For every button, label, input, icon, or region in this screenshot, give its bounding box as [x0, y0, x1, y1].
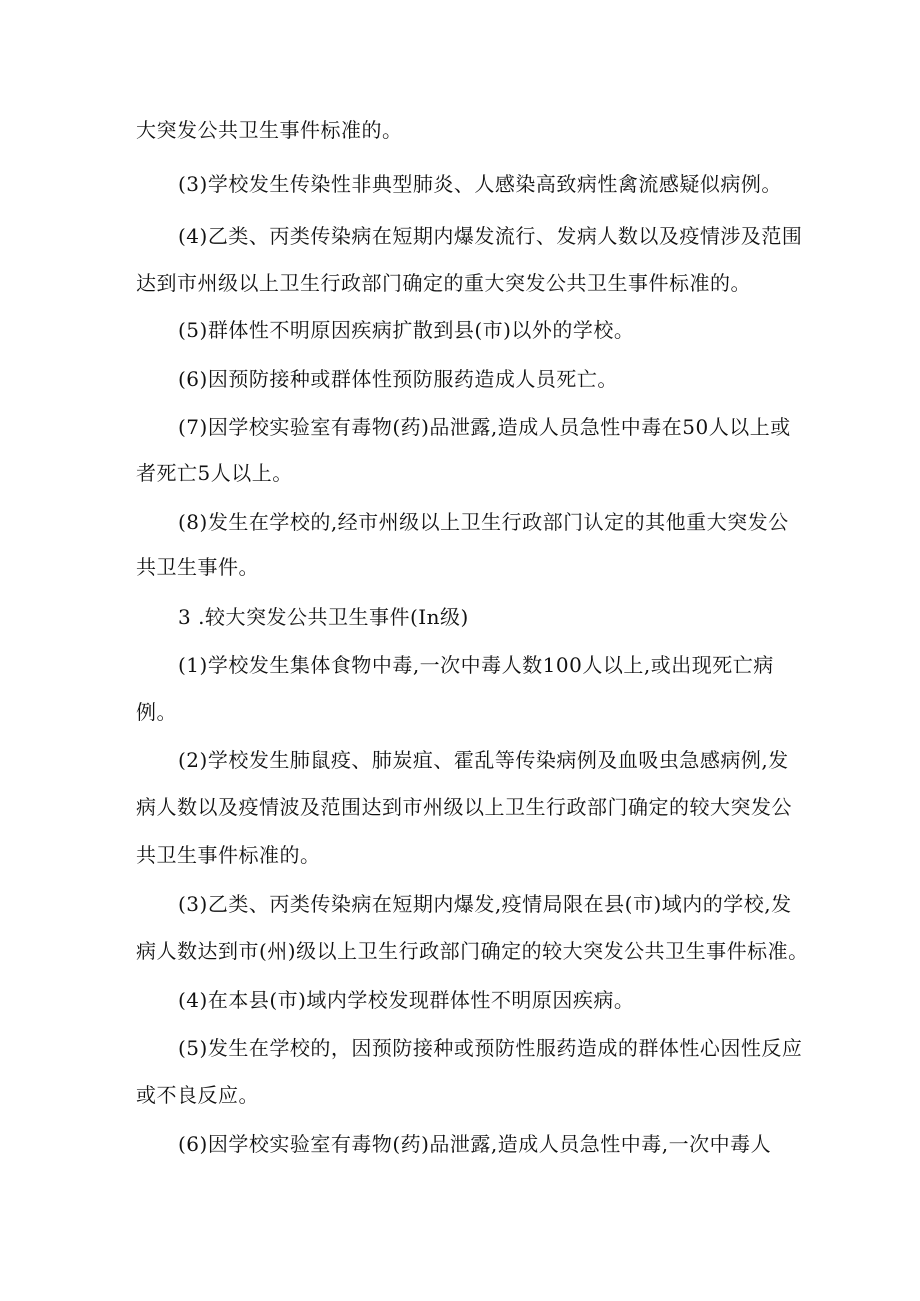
- text-line: 病人数以及疫情波及范围达到市州级以上卫生行政部门确定的较大突发公: [136, 795, 792, 819]
- text-line: 共卫生事件。: [136, 555, 259, 579]
- text-line: (5)群体性不明原因疾病扩散到县(市)以外的学校。: [178, 318, 635, 342]
- text-line: 或不良反应。: [136, 1083, 259, 1107]
- text-line: 大突发公共卫生事件标准的。: [136, 118, 403, 142]
- text-line: (6)因预防接种或群体性预防服药造成人员死亡。: [178, 367, 618, 391]
- text-line: (1)学校发生集体食物中毒,一次中毒人数100人以上,或出现死亡病: [178, 653, 774, 677]
- text-line: 例。: [136, 700, 177, 724]
- text-line: 者死亡5人以上。: [136, 461, 293, 485]
- text-line: (4)在本县(市)域内学校发现群体性不明原因疾病。: [178, 988, 635, 1012]
- text-line: 病人数达到市(州)级以上卫生行政部门确定的较大突发公共卫生事件标准。: [136, 939, 809, 963]
- text-line: (2)学校发生肺鼠疫、肺炭疽、霍乱等传染病例及血吸虫急感病例,发: [178, 748, 789, 772]
- text-line: 达到市州级以上卫生行政部门确定的重大突发公共卫生事件标准的。: [136, 271, 751, 295]
- text-line: (8)发生在学校的,经市州级以上卫生行政部门认定的其他重大突发公: [178, 510, 789, 534]
- text-line: 共卫生事件标准的。: [136, 843, 321, 867]
- section-heading: 3 .较大突发公共卫生事件(In级): [178, 605, 469, 629]
- text-line: (7)因学校实验室有毒物(药)品泄露,造成人员急性中毒在50人以上或: [178, 415, 791, 439]
- text-line: (6)因学校实验室有毒物(药)品泄露,造成人员急性中毒,一次中毒人: [178, 1132, 772, 1156]
- text-line: (3)学校发生传染性非典型肺炎、人感染高致病性禽流感疑似病例。: [178, 172, 782, 196]
- text-line: (3)乙类、丙类传染病在短期内爆发,疫情局限在县(市)域内的学校,发: [178, 892, 792, 916]
- text-line: (5)发生在学校的，因预防接种或预防性服药造成的群体性心因性反应: [178, 1036, 803, 1060]
- text-line: (4)乙类、丙类传染病在短期内爆发流行、发病人数以及疫情涉及范围: [178, 224, 803, 248]
